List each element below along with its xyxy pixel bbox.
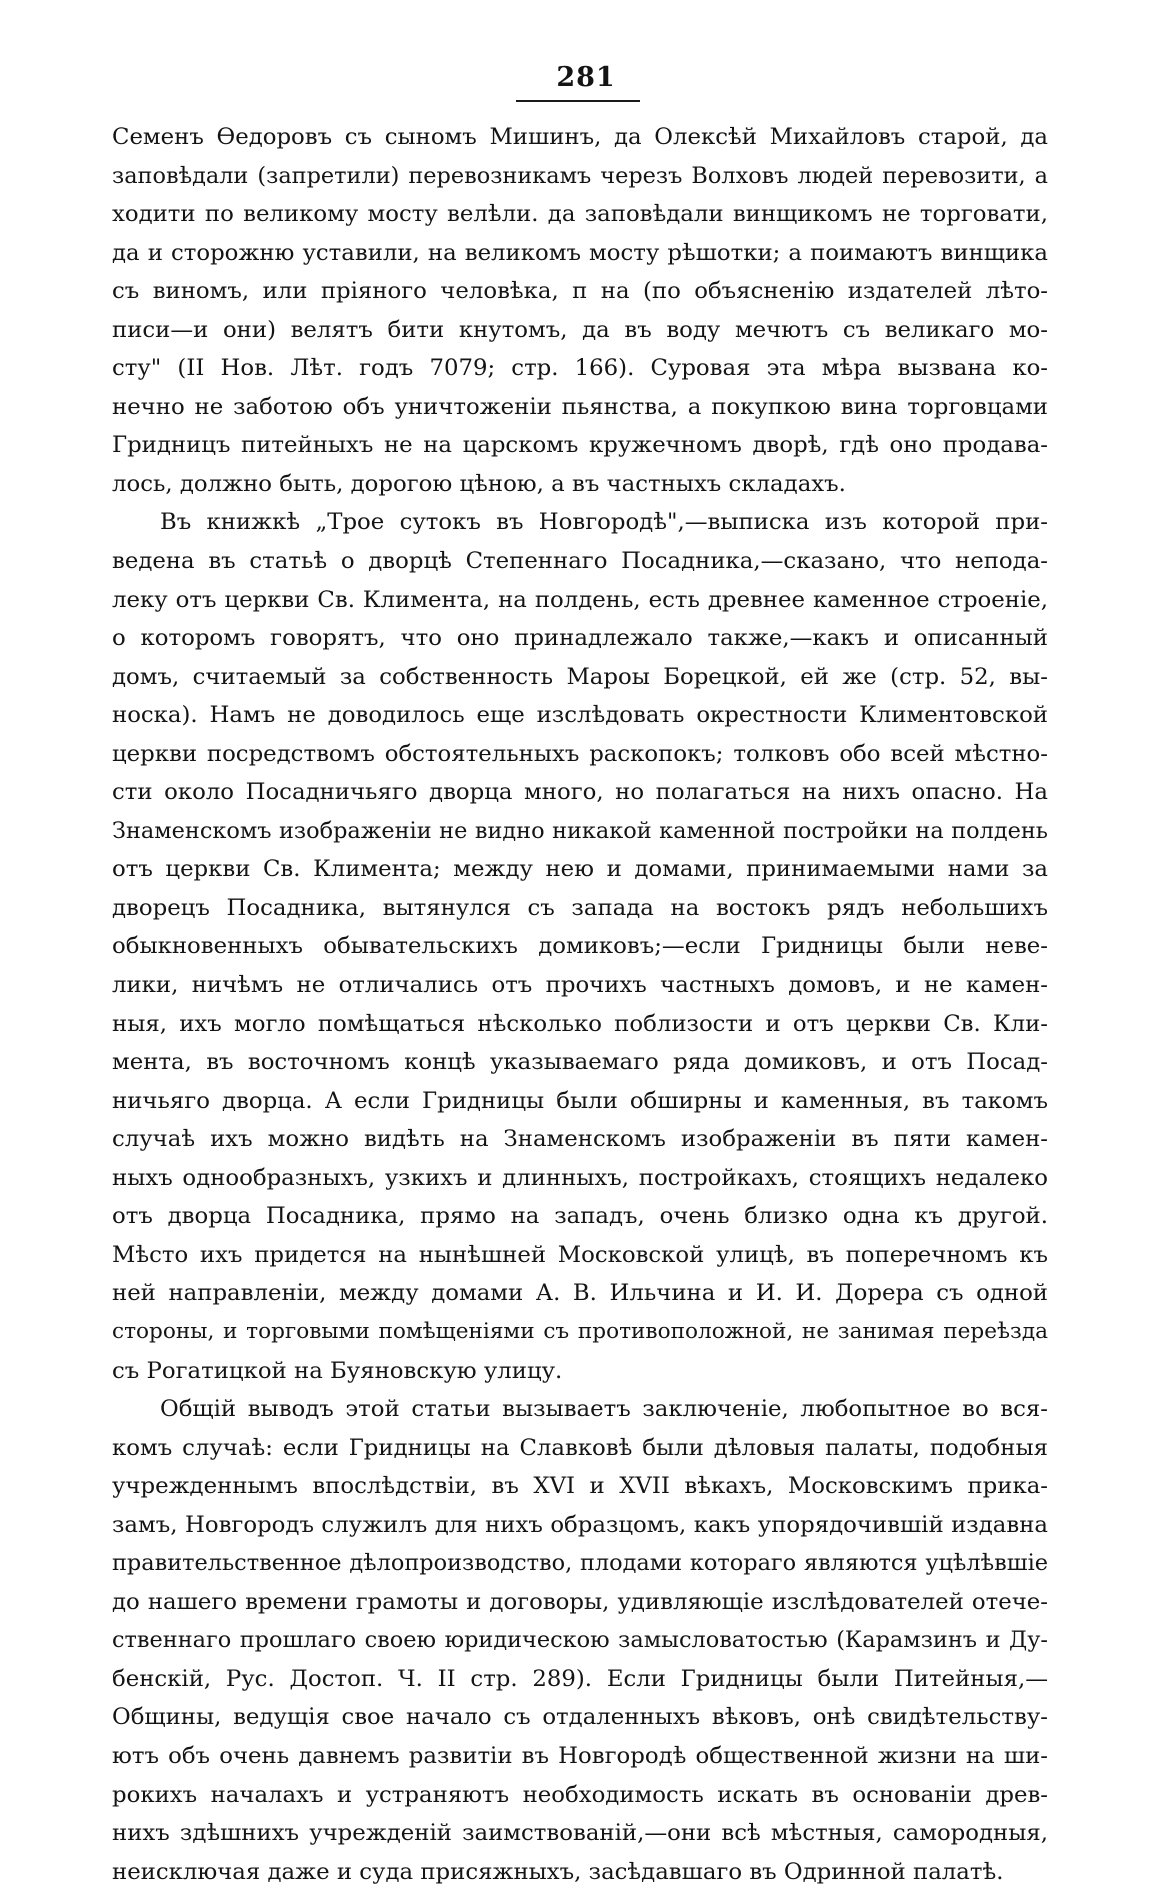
text-line: отъ церкви Св. Климента; между нею и домами, принимаемыми нами за	[112, 856, 1048, 883]
text-line: нечно не заботою объ уничтоженіи пьянства, а покупкою вина торговцами	[112, 393, 1048, 420]
text-line: ней направленіи, между домами А. В. Ильчина и И. И. Дорера съ одной	[112, 1280, 1048, 1307]
text-line: лики, ничѣмъ не отличались отъ прочихъ частныхъ домовъ, и не камен-	[112, 972, 1048, 999]
text-line: неисключая даже и суда присяжныхъ, засѣдавшаго въ Одринной палатѣ.	[112, 1858, 1004, 1885]
text-line: съ виномъ, или пріяного человѣка, п на (по объясненію издателей лѣто-	[112, 278, 1048, 305]
text-line: Общины, ведущія свое начало съ отдаленныхъ вѣковъ, онѣ свидѣтельству-	[112, 1704, 1048, 1731]
paragraph-3	[112, 1390, 1048, 1891]
text-line: да и сторожню уставили, на великомъ мосту рѣшотки; а поимаютъ винщика	[112, 239, 1048, 266]
text-line: комъ случаѣ: если Гридницы на Славковѣ были дѣловыя палаты, подобныя	[112, 1434, 1048, 1461]
text-line: замъ, Новгородъ служилъ для нихъ образцомъ, какъ упорядочившій издавна	[112, 1511, 1048, 1538]
text-line: ютъ объ очень давнемъ развитіи въ Новгородѣ общественной жизни на ши-	[112, 1742, 1048, 1769]
text-line: ведена въ статьѣ о дворцѣ Степеннаго Посадника,—сказано, что непода-	[112, 548, 1048, 575]
text-line: ничьяго дворца. А если Гридницы были обширны и каменныя, въ такомъ	[112, 1087, 1048, 1114]
text-line: ственнаго прошлаго своею юридическою замысловатостью (Карамзинъ и Ду-	[112, 1627, 1048, 1654]
text-line: обыкновенныхъ обывательскихъ домиковъ;—если Гридницы были невe-	[112, 933, 1048, 960]
text-line: нихъ здѣшнихъ учрежденій заимствованій,—они всѣ мѣстныя, самородныя,	[112, 1820, 1048, 1847]
text-line: Семенъ Өедоровъ съ сыномъ Мишинъ, да Олексѣй Михайловъ старой, да	[112, 124, 1048, 150]
text-line: носка). Намъ не доводилось еще изслѣдовать окрестности Климентовской	[112, 702, 1048, 729]
text-line: отъ дворца Посадника, прямо на западъ, очень близко одна къ другой.	[112, 1203, 1048, 1230]
text-line: Общій выводъ этой статьи вызываетъ заключеніе, любопытное во вся-	[160, 1396, 1048, 1423]
text-line: правительственное дѣлопроизводство, плодами котораго являются уцѣлѣвшіе	[112, 1550, 1048, 1577]
text-line: сту" (II Нов. Лѣт. годъ 7079; стр. 166). Суровая эта мѣра вызвана ко-	[112, 355, 1048, 382]
text-line: сти около Посадничьяго дворца много, но полагаться на нихъ опасно. На	[112, 779, 1048, 806]
page-number: 281	[556, 62, 616, 93]
text-line: заповѣдали (запретили) перевозникамъ черезъ Волховъ людей перевозити, а	[112, 162, 1048, 189]
text-line: съ Рогатицкой на Буяновскую улицу.	[112, 1357, 563, 1384]
text-line: случаѣ ихъ можно видѣть на Знаменскомъ изображеніи въ пяти камен-	[112, 1126, 1048, 1153]
text-line: домъ, считаемый за собственность Мароы Борецкой, ей же (стр. 52, вы-	[112, 663, 1048, 690]
text-line: писи—и они) велятъ бити кнутомъ, да въ воду мечютъ съ великаго мо-	[112, 316, 1048, 343]
text-line: стороны, и торговыми помѣщеніями съ противоположной, не занимая переѣзда	[112, 1318, 1048, 1344]
text-line: Гридницъ питейныхъ не на царскомъ кружечномъ дворѣ, гдѣ оно продава-	[112, 432, 1048, 459]
text-line: ныхъ однообразныхъ, узкихъ и длинныхъ, постройкахъ, стоящихъ недалеко	[112, 1164, 1048, 1191]
text-line: мента, въ восточномъ концѣ указываемаго ряда домиковъ, и отъ Посад-	[112, 1049, 1048, 1076]
text-line: Мѣсто ихъ придется на нынѣшней Московской улицѣ, въ поперечномъ къ	[112, 1241, 1048, 1268]
text-line: рокихъ началахъ и устраняютъ необходимость искать въ основаніи древ-	[112, 1781, 1048, 1808]
text-line: дворецъ Посадника, вытянулся съ запада на востокъ рядъ небольшихъ	[112, 894, 1048, 921]
text-line: леку отъ церкви Св. Климента, на полдень, есть древнее каменное строеніе,	[112, 586, 1048, 613]
paragraph-1	[112, 118, 1048, 503]
text-line: Въ книжкѣ „Трое сутокъ въ Новгородѣ",—выписка изъ которой при-	[160, 509, 1048, 536]
body-text	[112, 118, 1048, 1891]
text-line: о которомъ говорятъ, что оно принадлежало также,—какъ и описанный	[112, 625, 1048, 652]
page-number-rule	[516, 100, 640, 102]
text-line: Знаменскомъ изображеніи не видно никакой каменной постройки на полдень	[112, 817, 1048, 844]
text-line: до нашего времени грамоты и договоры, удивляющіе изслѣдователей отече-	[112, 1588, 1048, 1615]
text-line: учрежденнымъ впослѣдствіи, въ XVI и XVII вѣкахъ, Московскимъ прика-	[112, 1473, 1048, 1500]
text-line: бенскій, Рус. Достоп. Ч. II стр. 289). Если Гридницы были Питейныя,—	[112, 1665, 1048, 1692]
text-line: лось, должно быть, дорогою цѣною, а въ частныхъ складахъ.	[112, 470, 846, 497]
text-line: ныя, ихъ могло помѣщаться нѣсколько поблизости и отъ церкви Св. Кли-	[112, 1010, 1048, 1037]
paragraph-2	[112, 503, 1048, 1390]
text-line: ходити по великому мосту велѣли. да заповѣдали винщикомъ не торговати,	[112, 201, 1048, 228]
text-line: церкви посредствомъ обстоятельныхъ раскопокъ; толковъ обо всей мѣстно-	[112, 740, 1048, 767]
